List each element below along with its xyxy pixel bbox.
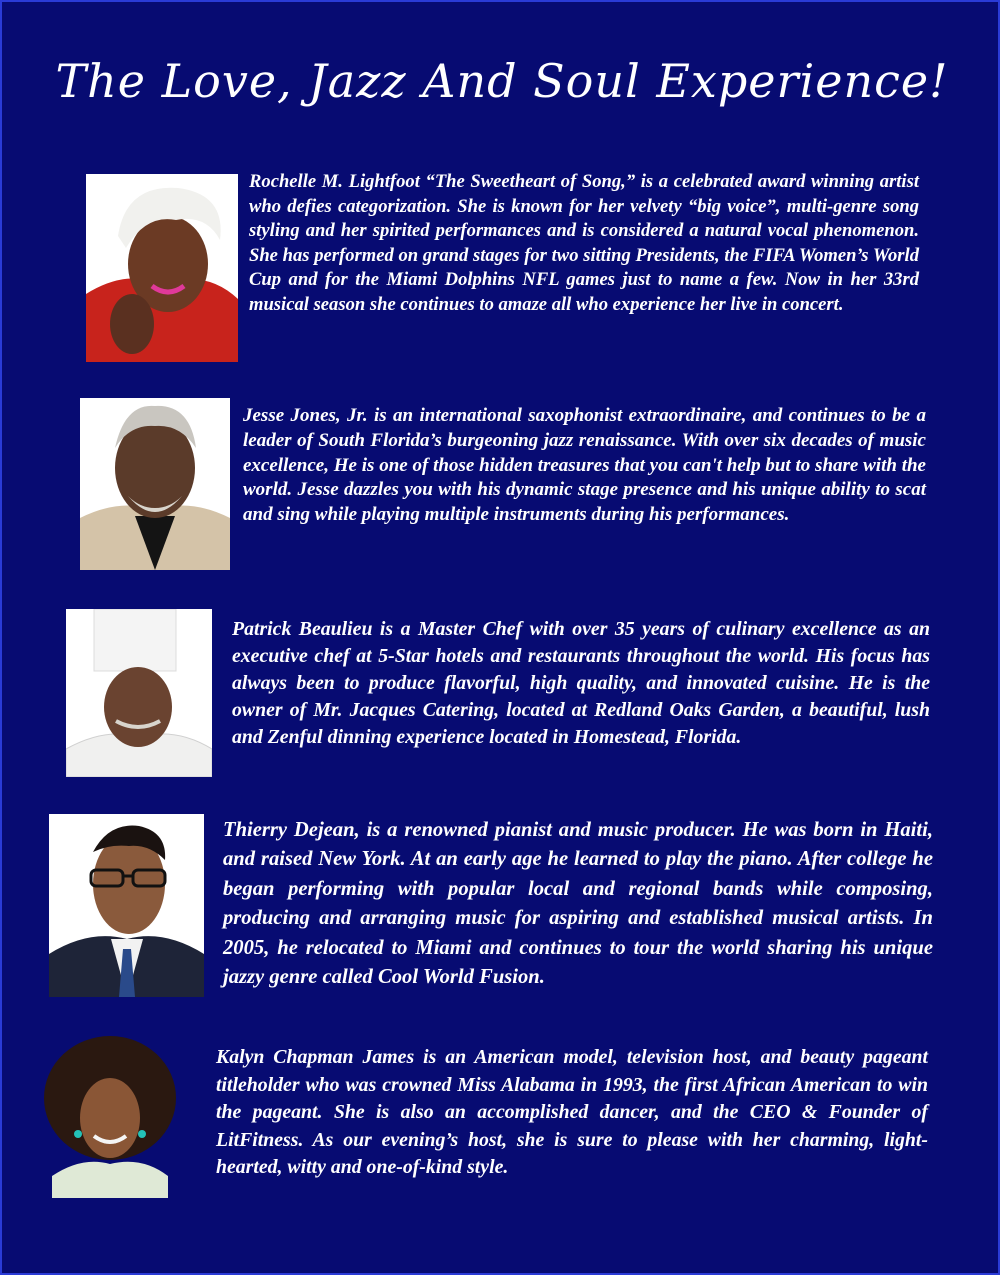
portrait-jesse-jones <box>80 398 230 570</box>
page-title: The Love, Jazz And Soul Experience! <box>55 54 949 108</box>
portrait-rochelle-lightfoot <box>86 174 238 362</box>
bio-text: Patrick Beaulieu is a Master Chef with over 35 years of culinary excellence as an executive chef at 5-Star hotels and restaurants throughout the world. His focus has always been to produce flavorful, high quality, and innovated cuisine. He is the owner of Mr. Jacques Catering, located at Redland Oaks Garden, a beautiful, lush and Zenful dinning experience located in Homestead, Florida. <box>232 618 930 748</box>
bio-thierry-dejean <box>223 816 933 992</box>
bio-text: Rochelle M. Lightfoot “The Sweetheart of Song,” is a celebrated award winning artist who defies categorization. She is known for her velvety “big voice”, multi-genre song styling and her spirited performances and is considered a natural vocal phenomenon. She has performed on grand stages for two sitting Presidents, the FIFA Women’s World Cup and for the Miami Dolphins NFL games just to name a few. Now in her 33rd musical season she continues to amaze all who experience her live in concert. <box>249 171 919 315</box>
bio-text: Jesse Jones, Jr. is an international saxophonist extraordinaire, and continues to be a leader of South Florida’s burgeoning jazz renaissance. With over six decades of music excellence, He is one of those hidden treasures that you can't help but to share with the world. Jesse dazzles you with his dynamic stage presence and his unique ability to scat and sing while playing multiple instruments during his performances. <box>243 405 926 526</box>
bio-rochelle-lightfoot <box>249 170 919 318</box>
bio-patrick-beaulieu <box>232 616 930 751</box>
portrait-thierry-dejean <box>49 814 204 997</box>
bio-text: Kalyn Chapman James is an American model, television host, and beauty pageant titleholder who was crowned Miss Alabama in 1993, the first African American to win the pageant. She is also an accomplished dancer, and the CEO & Founder of LitFitness. As our evening’s host, she is sure to please with her charming, light-hearted, witty and one-of-kind style. <box>216 1046 928 1179</box>
bio-jesse-jones <box>243 404 926 528</box>
portrait-patrick-beaulieu <box>66 609 212 777</box>
portrait-kalyn-chapman-james <box>42 1036 178 1198</box>
bio-kalyn-chapman-james <box>216 1044 928 1182</box>
bio-text: Thierry Dejean, is a renowned pianist and music producer. He was born in Haiti, and raised New York. At an early age he learned to play the piano. After college he began performing with popular local and regional bands while composing, producing and arranging music for aspiring and established musical artists. In 2005, he relocated to Miami and continues to tour the world sharing his unique jazzy genre called Cool World Fusion. <box>223 819 933 989</box>
